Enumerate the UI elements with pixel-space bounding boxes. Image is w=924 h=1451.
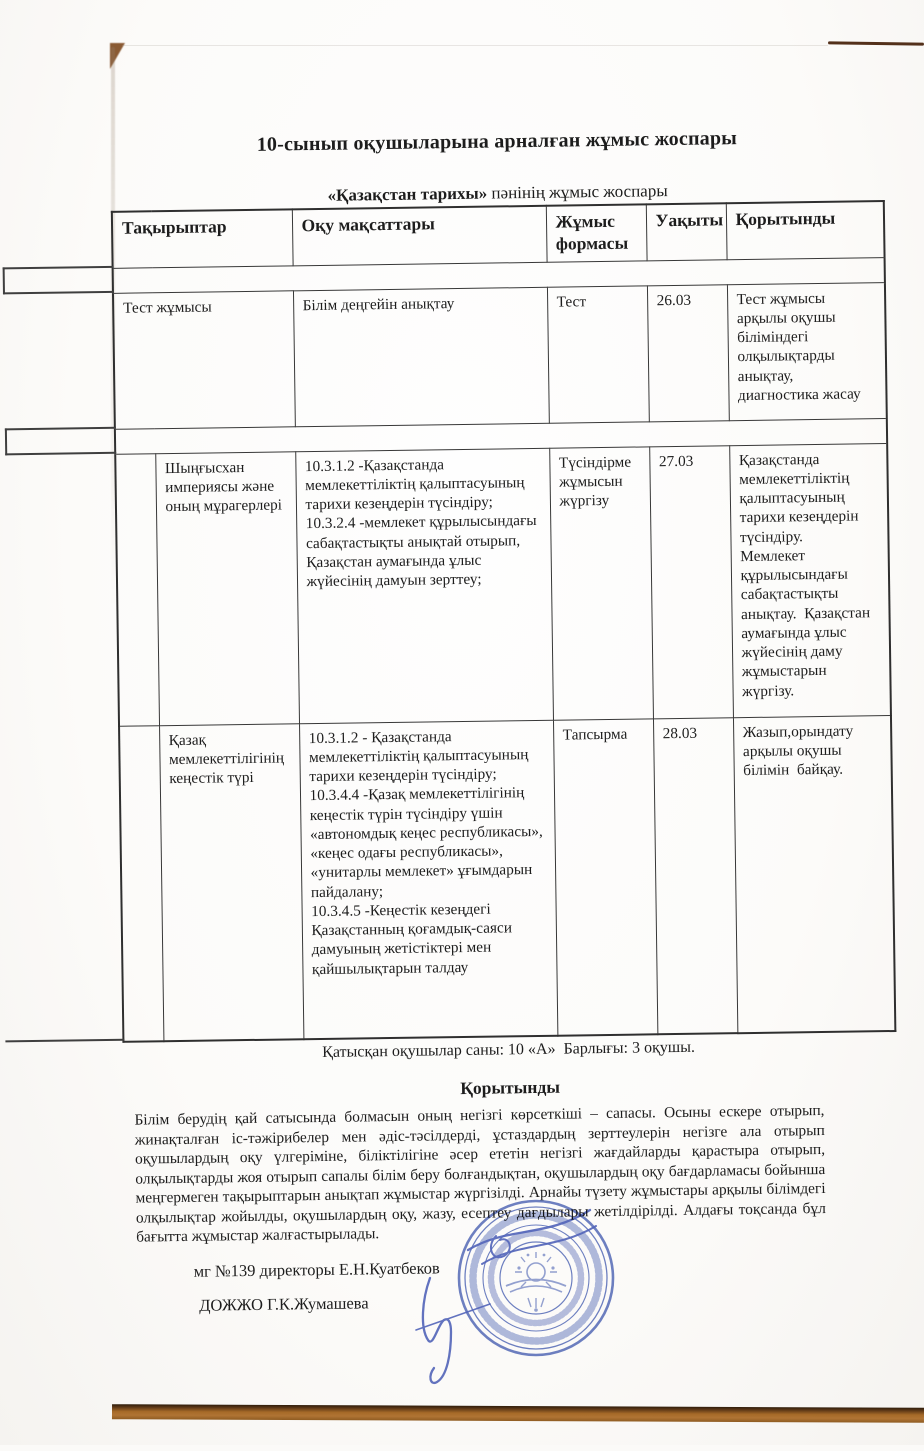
document-title: 10-сынып оқушыларына арналған жұмыс жоспары	[256, 127, 738, 156]
scan-artifact-line	[5, 427, 116, 431]
cell-date: 26.03	[647, 284, 729, 421]
table-row	[119, 715, 895, 1042]
header-result: Қорытынды	[726, 201, 885, 259]
cell-form: Тест	[547, 285, 649, 422]
scan-artifact-line	[5, 428, 7, 455]
cell-date: 28.03	[653, 717, 737, 1034]
header-work-form: Жұмыс формасы	[546, 204, 647, 261]
cell-objectives: 10.3.1.2 - Қазақстанда мемлекеттіліктің қалыптасуының тарихи кезеңдерін түсіндіру; 10.3.4.4 -Қазақ мемлекеттілігінің кеңестік түрін түсіндіру үшін «автономдық кеңес республикасы», «кеңес одағы республикасы», «унитарлы мемлекет» ұғымдарын пайдалану; 10.3.4.5 -Кеңестік кезеңдегі Қазақстанның қоғамдық-саяси дамуының жетістіктері мен қайшылықтарын талдау	[299, 720, 557, 1040]
scan-artifact-line	[3, 267, 5, 294]
scan-artifact-line	[5, 1039, 124, 1043]
deputy-signature-line: ДОЖЖО Г.К.Жумашева	[198, 1293, 369, 1315]
scan-artifact-line	[3, 266, 114, 270]
cell-result: Қазақстанда мемлекеттіліктің қалыптасуының тарихи кезеңдерін түсіндіру. Мемлекет құрылысындағы сабақтастықты анықтау. Қазақстан аумағында ұлыс жүйесінің даму жұмыстарын жүргізу.	[729, 443, 891, 717]
header-objectives: Оқу мақсаттары	[292, 206, 547, 266]
conclusion-heading: Қорытынды	[460, 1076, 561, 1099]
cell-topic: Тест жұмысы	[113, 290, 295, 429]
header-topics: Тақырыптар	[112, 209, 293, 268]
scan-artifact-line	[3, 291, 114, 295]
conclusion-paragraph: Білім берудің қай сатысында болмасын оның негізгі көрсеткіші – сапасы. Осыны ескере отырып, жинақталған іс-тәжірибелер мен әдіс-тәсілдерді, ұстаздардың зерттеулерін негізге ала отырып оқушылардың оқу үлгеріміне, біліктілігіне әсер ететін негізгі жағдайларды қарастыра отырып, олқылықтарды жоя отырып сапалы білім беру болғандықтан, оқушылардың оқу бағдарламасы бойынша меңгермеген тақырыптарын анықтап жұмыстар жүргізілді. Арнайы түзету жұмыстары арқылы білімдегі олқылықтар жойылды, оқушылардың оқу, жазу, есептеу дағдылары жетілдірілді. Алдағы тоқсанда бұл бағытта жұмыстар жалғастырылады.	[134, 1101, 826, 1246]
scan-artifact-line	[5, 452, 116, 456]
seal-emblem	[506, 1252, 566, 1312]
header-time: Уақыты	[646, 203, 727, 260]
cell-date: 27.03	[649, 445, 733, 718]
director-signature-line: мг №139 директоры Е.Н.Куатбеков	[193, 1258, 440, 1281]
participants-line: Қатысқан оқушылар саны: 10 «А» Барлығы: 3 оқушы.	[322, 1038, 696, 1061]
table-row	[113, 282, 887, 429]
cell-objectives: Білім деңгейін анықтау	[293, 287, 549, 427]
cell-empty	[115, 453, 159, 726]
cell-objectives: 10.3.1.2 -Қазақстанда мемлекеттіліктің қалыптасуының тарихи кезеңдерін түсіндіру; 10.3.2.4 -мемлекет құрылысындағы сабақтастықты анықтай отырып, Қазақстан аумағында ұлыс жүйесінің дамуын зерттеу;	[295, 448, 553, 724]
work-plan-table	[111, 200, 897, 1043]
cell-topic: Шыңғысхан империясы және оның мұрагерлері	[155, 451, 299, 725]
cell-form: Тапсырма	[553, 718, 657, 1035]
table-row	[115, 443, 891, 726]
subtitle-rest: пәнінің жұмыс жоспары	[487, 181, 668, 203]
cell-result: Тест жұмысы арқылы оқушы біліміндегі олқылықтарды анықтау, диагностика жасау	[727, 282, 887, 420]
official-seal-stamp	[378, 1180, 638, 1390]
subtitle-subject: «Қазақстан тарихы»	[327, 183, 488, 205]
cell-topic: Қазақ мемлекеттілігінің кеңестік түрі	[159, 723, 303, 1041]
cell-empty	[119, 725, 163, 1042]
cell-result: Жазып,орындату арқылы оқушы білімін байқау.	[733, 715, 895, 1033]
cell-form: Түсіндірме жұмысын жүргізу	[549, 446, 653, 719]
seal-rings	[459, 1201, 613, 1355]
